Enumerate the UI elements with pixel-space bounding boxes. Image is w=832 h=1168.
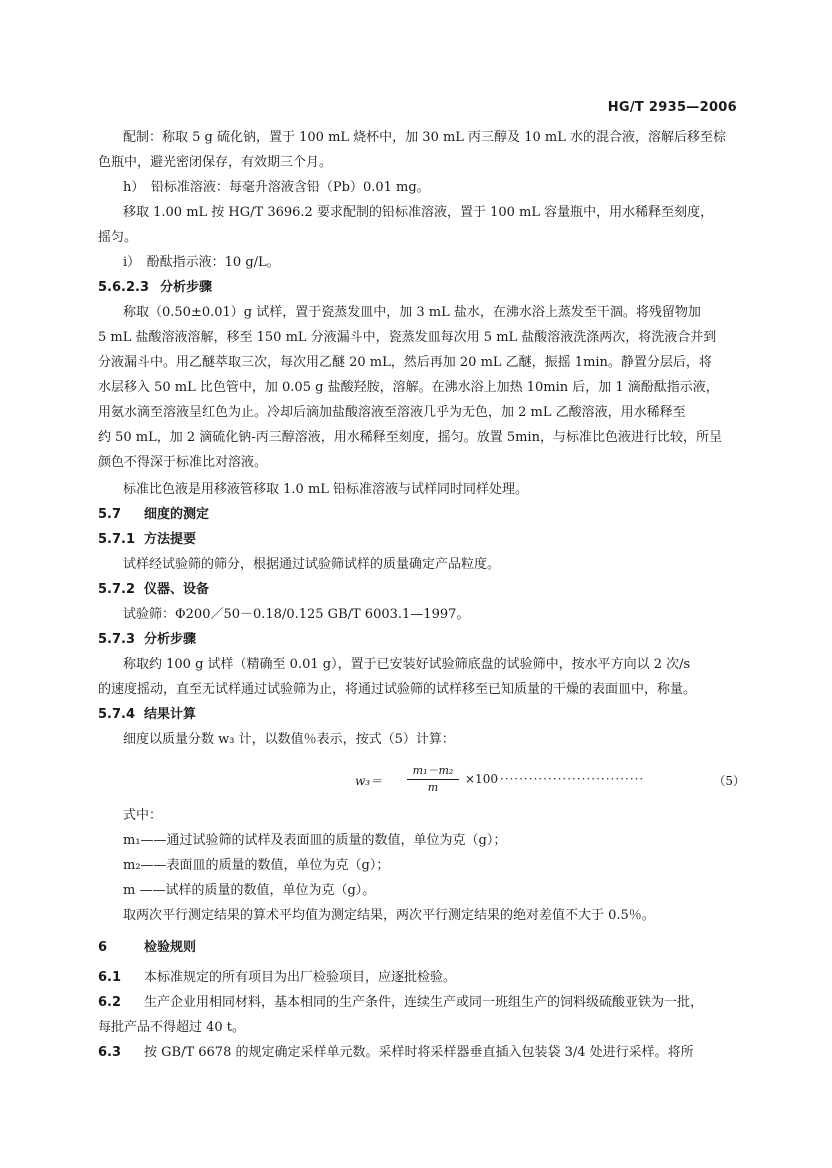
section-heading	[98, 532, 196, 548]
paragraph-line: i） 酚酞指示液：10 g/L。	[123, 255, 280, 270]
clause-number: 6.2	[98, 995, 122, 1010]
section-title: 分析步骤	[144, 632, 197, 647]
section-heading	[98, 280, 212, 296]
paragraph-line: 取两次平行测定结果的算术平均值为测定结果，两次平行测定结果的绝对差值不大于 0.5％。	[123, 908, 655, 923]
formula-leader-dots: ·······························	[495, 772, 645, 786]
paragraph-line: 式中：	[123, 808, 163, 823]
clause-text: 按 GB/T 6678 的规定确定采样单元数。采样时将采样器垂直插入包装袋 3/4 处进行采样。将所	[144, 1045, 694, 1060]
paragraph-line: 移取 1.00 mL 按 HG/T 3696.2 要求配制的铅标准溶液，置于 100 mL 容量瓶中，用水稀释至刻度，	[123, 205, 714, 220]
section-heading	[98, 940, 196, 956]
variable-definition: m₁——通过试验筛的试样及表面皿的质量的数值，单位为克（g）；	[123, 833, 507, 848]
formula-denominator: m	[427, 781, 439, 794]
formula-numerator: m₁－m₂	[407, 762, 459, 780]
paragraph-line: 称取（0.50±0.01）g 试样，置于瓷蒸发皿中，加 3 mL 盐水，在沸水浴上蒸发至干涸。将残留物加	[123, 305, 701, 320]
section-heading	[98, 507, 209, 523]
paragraph-line: 分液漏斗中。用乙醚萃取三次，每次用乙醚 20 mL，然后再加 20 mL 乙醚，振摇 1min。静置分层后，将	[98, 355, 712, 370]
section-title: 方法提要	[144, 532, 197, 547]
formula-lhs: w₃＝	[355, 774, 383, 788]
clause-line	[98, 970, 456, 986]
section-number: 5.7.2	[98, 582, 136, 597]
clause-number: 6.1	[98, 970, 122, 985]
paragraph-line: h） 铅标准溶液：每毫升溶液含铅（Pb）0.01 mg。	[123, 180, 430, 195]
clause-text: 本标准规定的所有项目为出厂检验项目，应逐批检验。	[144, 970, 457, 985]
paragraph-line: 摇匀。	[98, 230, 138, 245]
section-title: 结果计算	[144, 707, 197, 722]
section-number: 5.7.3	[98, 632, 136, 647]
standard-code: HG/T 2935—2006	[607, 100, 737, 115]
paragraph-line: 细度以质量分数 w₃ 计，以数值％表示，按式（5）计算：	[123, 732, 455, 747]
clause-line	[98, 995, 703, 1011]
clause-number: 6.3	[98, 1045, 122, 1060]
paragraph-line: 试样经试验筛的筛分，根据通过试验筛试样的质量确定产品粒度。	[123, 557, 501, 572]
section-heading	[98, 707, 196, 723]
section-title: 分析步骤	[160, 280, 213, 295]
paragraph-line: 5 mL 盐酸溶液溶解，移至 150 mL 分液漏斗中，瓷蒸发皿每次用 5 mL 盐酸溶液洗涤两次，将洗液合并到	[98, 330, 717, 345]
paragraph-line: 颜色不得深于标准比对溶液。	[98, 455, 268, 470]
section-title: 检验规则	[144, 940, 197, 955]
clause-line	[98, 1045, 694, 1061]
paragraph-line: 每批产品不得超过 40 t。	[98, 1020, 246, 1035]
section-title: 仪器、设备	[144, 582, 210, 597]
paragraph-line: 用氨水滴至溶液呈红色为止。冷却后滴加盐酸溶液至溶液几乎为无色，加 2 mL 乙酸溶液，用水稀释至	[98, 405, 686, 420]
clause-text: 生产企业用相同材料，基本相同的生产条件，连续生产或同一班组生产的饲料级硫酸亚铁为一批，	[144, 995, 704, 1010]
paragraph-line: 配制：称取 5 g 硫化钠，置于 100 mL 烧杯中，加 30 mL 丙三醇及 10 mL 水的混合液，溶解后移至棕	[123, 130, 726, 145]
section-number: 6	[98, 940, 108, 955]
paragraph-line: 约 50 mL，加 2 滴硫化钠-丙三醇溶液，用水稀释至刻度，摇匀。放置 5min，与标准比色液进行比较，所呈	[98, 430, 722, 445]
paragraph-line: 色瓶中，避光密闭保存，有效期三个月。	[98, 155, 333, 170]
section-number: 5.7	[98, 507, 122, 522]
section-heading	[98, 632, 196, 648]
paragraph-line: 试验筛：Φ200／50－0.18/0.125 GB/T 6003.1—1997。	[123, 607, 470, 622]
section-number: 5.7.1	[98, 532, 136, 547]
variable-definition: m₂——表面皿的质量的数值，单位为克（g）；	[123, 858, 390, 873]
section-number: 5.7.4	[98, 707, 136, 722]
formula-rhs: ×100	[465, 772, 498, 786]
section-number: 5.6.2.3	[98, 280, 149, 295]
section-heading	[98, 582, 209, 598]
variable-definition: m ——试样的质量的数值，单位为克（g）。	[123, 883, 376, 898]
equation-number: （5）	[713, 774, 745, 788]
paragraph-line: 称取约 100 g 试样（精确至 0.01 g），置于已安装好试验筛底盘的试验筛中，按水平方向以 2 次/s	[123, 657, 691, 672]
paragraph-line: 的速度摇动，直至无试样通过试验筛为止，将通过试验筛的试样移至已知质量的干燥的表面皿中，称量。	[98, 682, 697, 697]
formula-fraction	[407, 762, 459, 794]
formula-5	[355, 760, 745, 800]
paragraph-line: 标准比色液是用移液管移取 1.0 mL 铅标准溶液与试样同时同样处理。	[123, 482, 529, 497]
section-title: 细度的测定	[144, 507, 210, 522]
paragraph-line: 水层移入 50 mL 比色管中，加 0.05 g 盐酸羟胺，溶解。在沸水浴上加热 10min 后，加 1 滴酚酞指示液，	[98, 380, 719, 395]
